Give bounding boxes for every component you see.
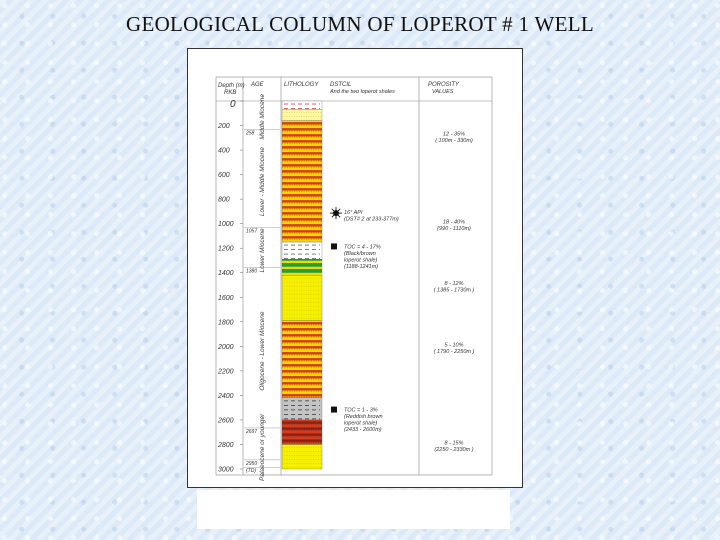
interbed-layer [282, 346, 322, 348]
depth-label: 2000 [218, 343, 234, 351]
lithology-unit [282, 110, 322, 121]
interbed-layer [282, 128, 322, 130]
porosity-value-line: (990 - 1110m) [437, 226, 471, 233]
geological-column-diagram [188, 49, 522, 487]
dstcil-note-line: 16° API [344, 210, 363, 217]
boundary-depth-label: 2697 [246, 428, 258, 435]
depth-header-rkb: RKB [224, 90, 237, 96]
depth-label: 400 [218, 147, 230, 155]
porosity-subheader: VALUES [432, 89, 454, 95]
dstcil-note-line: TOC = 4 - 17% [344, 244, 381, 251]
interbed-layer [282, 433, 322, 435]
caption-box [197, 490, 510, 529]
lithology-unit [282, 275, 322, 320]
interbed-layer [282, 164, 322, 166]
interbed-layer [282, 122, 322, 124]
depth-label: 200 [218, 123, 230, 131]
depth-label: 2200 [218, 368, 234, 376]
interbed-layer [282, 370, 322, 372]
toc-square-icon [331, 407, 337, 413]
depth-header: Depth (m) [218, 83, 245, 89]
interbed-layer [282, 340, 322, 342]
age-label: Lower Miocene [259, 228, 266, 273]
geological-column-panel [187, 48, 523, 488]
interbed-layer [282, 236, 322, 238]
boundary-depth-label: 1380 [246, 268, 258, 275]
lithology-column [282, 101, 322, 469]
depth-scale [217, 99, 243, 474]
interbed-layer [282, 230, 322, 232]
depth-label: 600 [218, 172, 230, 180]
depth-label: 1400 [218, 270, 234, 278]
interbed-layer [282, 152, 322, 154]
interbed-layer [282, 140, 322, 142]
oil-show-star-icon [333, 210, 339, 216]
interbed-layer [282, 182, 322, 184]
depth-label: 2400 [218, 392, 234, 400]
porosity-value-line: 8 - 15% [444, 440, 464, 447]
depth-label: 800 [218, 196, 230, 204]
dstcil-notes [330, 207, 399, 433]
interbed-layer [282, 224, 322, 226]
lithology-unit [282, 121, 322, 242]
interbed-layer [282, 334, 322, 336]
interbed-layer [282, 188, 322, 190]
toc-square-icon [331, 243, 337, 249]
interbed-layer [282, 394, 322, 396]
dstcil-note-line: TOC = 1 - 3% [344, 407, 378, 414]
porosity-values [434, 131, 475, 453]
boundary-depth-label: (TD) [246, 468, 256, 475]
interbed-layer [282, 427, 322, 429]
interbed-layer [282, 194, 322, 196]
interbed-layer [282, 352, 322, 354]
interbed-layer [282, 218, 322, 220]
dstcil-header: DSTCIL [330, 82, 352, 88]
dstcil-note-line: (Reddish brown [344, 414, 383, 421]
age-label: Palaeocene or younger [259, 413, 266, 481]
interbed-layer [282, 421, 322, 423]
interbed-layer [282, 176, 322, 178]
age-header: AGE [251, 82, 264, 88]
interbed-layer [282, 206, 322, 208]
lithology-unit [282, 242, 322, 259]
interbed-layer [282, 328, 322, 330]
depth-label: 0 [230, 99, 236, 110]
interbed-layer [282, 158, 322, 160]
interbed-layer [282, 134, 322, 136]
age-label: Oligocene - Lower Miocene [259, 311, 266, 391]
dstcil-note-line: (2433 - 2600m) [344, 427, 382, 434]
age-label: Lower - Middle Miocene [259, 147, 266, 217]
lithology-unit [282, 444, 322, 469]
dstcil-note-line: loperot shale) [344, 257, 378, 264]
interbed-layer [282, 322, 322, 324]
page-title: GEOLOGICAL COLUMN OF LOPEROT # 1 WELL [125, 12, 595, 36]
depth-label: 1200 [218, 245, 234, 253]
porosity-value-line: 8 - 12% [444, 281, 464, 287]
dstcil-subheader: And the two loperot shales [330, 89, 395, 95]
boundary-depth-label: 2950 [246, 460, 258, 467]
dstcil-note-line: loperot shale) [344, 420, 378, 427]
porosity-header: POROSITY [428, 82, 460, 88]
interbed-layer [282, 439, 322, 441]
depth-label: 1600 [218, 294, 234, 302]
interbed-layer [282, 358, 322, 360]
interbed-layer [282, 261, 322, 263]
porosity-value-line: 5 - 10% [444, 342, 464, 349]
dstcil-note-line: (1188-1241m) [344, 263, 379, 270]
boundary-depth-label: 258 [246, 130, 255, 137]
interbed-layer [282, 200, 322, 202]
depth-label: 1800 [218, 319, 234, 327]
porosity-value-line: 18 - 40% [442, 219, 466, 226]
interbed-layer [282, 267, 322, 269]
interbed-layer [282, 376, 322, 378]
depth-label: 2800 [218, 441, 234, 449]
interbed-layer [282, 364, 322, 366]
age-labels [259, 94, 266, 481]
interbed-layer [282, 382, 322, 384]
boundary-depth-label: 1057 [246, 228, 258, 235]
porosity-value-line: ( 100m - 330m) [435, 137, 473, 144]
depth-label: 2600 [218, 417, 234, 425]
interbed-layer [282, 170, 322, 172]
age-label: Middle Miocene [259, 94, 266, 140]
interbed-layer [282, 388, 322, 390]
depth-label: 3000 [218, 466, 234, 474]
interbed-layer [282, 146, 322, 148]
depth-label: 1000 [218, 221, 234, 229]
dstcil-note-line: (DST# 2 at 233-377m) [344, 216, 399, 223]
porosity-value-line: ( 1790 - 2250m ) [433, 348, 475, 355]
dstcil-note-line: (Black/brown [344, 250, 376, 257]
interbed-layer [282, 212, 322, 214]
porosity-value-line: ( 1385 - 1730m ) [433, 287, 475, 294]
lithology-header: LITHOLOGY [284, 82, 319, 88]
porosity-value-line: (2250 - 2330m ) [434, 446, 474, 453]
porosity-value-line: 12 - 35% [442, 131, 466, 138]
interbed-layer [282, 273, 322, 275]
